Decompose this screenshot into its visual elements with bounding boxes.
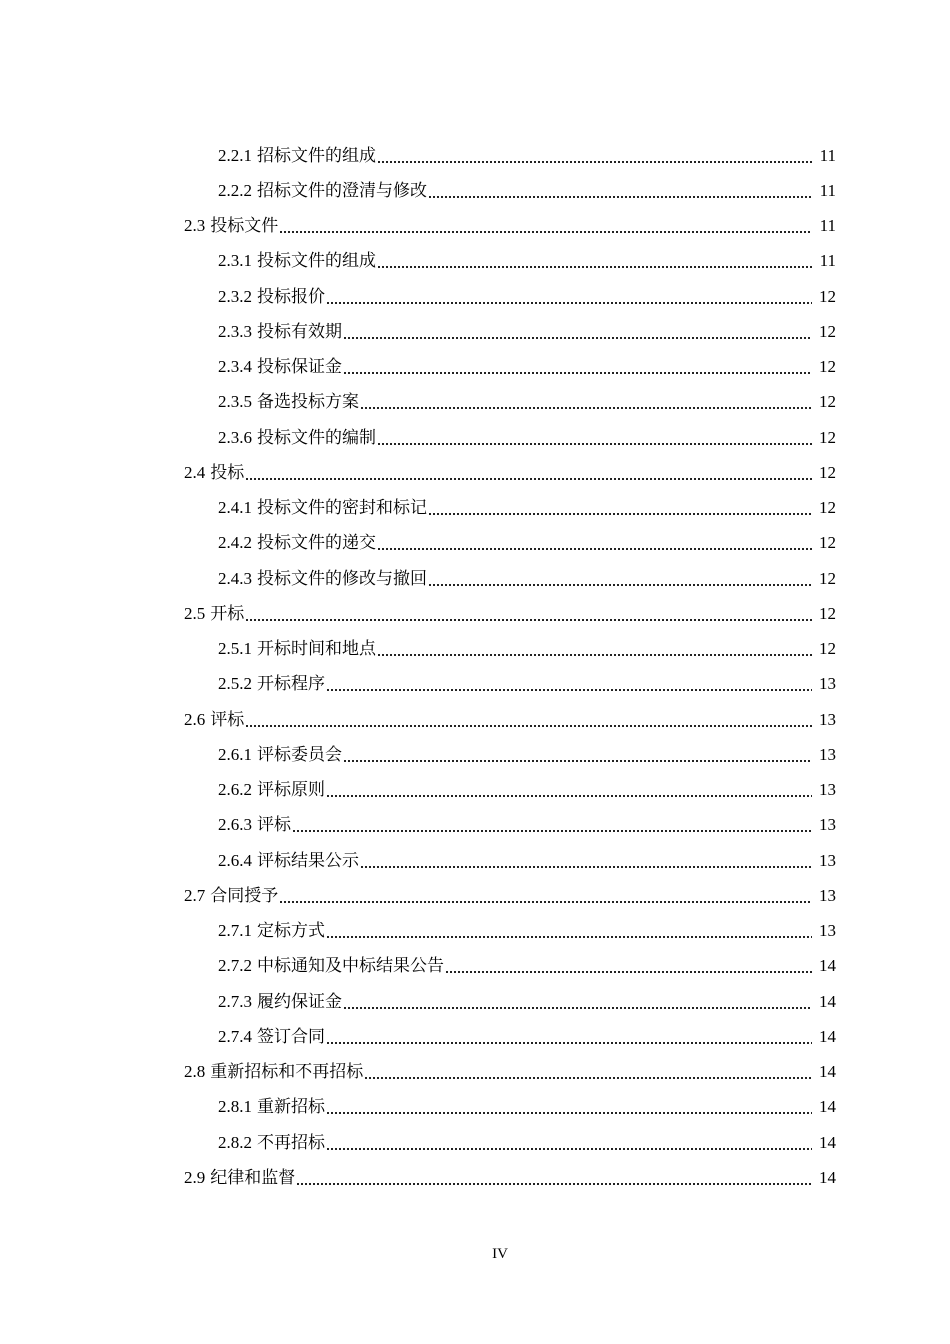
- toc-entry[interactable]: [0, 914, 950, 949]
- toc-entry-page: 13: [819, 885, 836, 905]
- toc-entry-number: 2.4: [184, 462, 206, 482]
- toc-entry[interactable]: [0, 526, 950, 561]
- toc-dot-leader: [326, 1097, 812, 1117]
- toc-entry[interactable]: [0, 455, 950, 490]
- toc-dot-leader: [326, 674, 812, 694]
- toc-dot-leader: [326, 780, 812, 800]
- toc-entry-number: 2.4.3: [218, 568, 252, 588]
- toc-entry-title: 评标委员会: [257, 744, 342, 764]
- toc-dot-leader: [377, 251, 812, 271]
- toc-entry-number: 2.7: [184, 885, 206, 905]
- toc-entry-title: 履约保证金: [257, 991, 342, 1011]
- toc-entry-number: 2.3.1: [218, 251, 252, 271]
- toc-entry-number: 2.3.4: [218, 357, 252, 377]
- toc-entry-number: 2.5: [184, 603, 206, 623]
- toc-entry-title: 纪律和监督: [210, 1167, 296, 1187]
- toc-entry[interactable]: [0, 1055, 950, 1090]
- toc-dot-leader: [245, 710, 812, 730]
- toc-dot-leader: [245, 604, 812, 624]
- toc-entry-page: 12: [819, 427, 836, 447]
- toc-entry-page: 13: [819, 674, 836, 694]
- toc-entry-page: 12: [819, 603, 836, 623]
- toc-entry-page: 13: [819, 850, 836, 870]
- toc-entry-page: 14: [819, 1026, 836, 1046]
- toc-entry-title: 开标程序: [257, 674, 325, 694]
- toc-entry[interactable]: [0, 843, 950, 878]
- toc-entry-page: 13: [819, 780, 836, 800]
- toc-entry-page: 14: [819, 1062, 836, 1082]
- toc-entry-page: 12: [819, 533, 836, 553]
- toc-dot-leader: [360, 851, 812, 871]
- toc-dot-leader: [343, 322, 812, 342]
- toc-entry[interactable]: [0, 949, 950, 984]
- toc-entry[interactable]: [0, 1090, 950, 1125]
- toc-entry-title: 招标文件的组成: [257, 145, 376, 165]
- toc-dot-leader: [428, 181, 812, 201]
- toc-entry-page: 14: [819, 991, 836, 1011]
- toc-entry-page: 13: [819, 921, 836, 941]
- toc-entry-title: 投标文件的递交: [257, 533, 376, 553]
- toc-dot-leader: [292, 815, 812, 835]
- toc-entry[interactable]: [0, 385, 950, 420]
- toc-entry-number: 2.7.1: [218, 921, 252, 941]
- toc-entry-number: 2.3.5: [218, 392, 252, 412]
- toc-entry-page: 12: [819, 568, 836, 588]
- toc-entry-title: 重新招标: [257, 1097, 325, 1117]
- toc-entry[interactable]: [0, 420, 950, 455]
- toc-entry[interactable]: [0, 702, 950, 737]
- toc-entry[interactable]: [0, 632, 950, 667]
- toc-entry-title: 备选投标方案: [257, 392, 359, 412]
- toc-entry-number: 2.8.2: [218, 1132, 252, 1152]
- toc-entry-page: 13: [819, 815, 836, 835]
- toc-entry-number: 2.5.1: [218, 639, 252, 659]
- toc-entry-page: 14: [819, 1167, 836, 1187]
- toc-entry[interactable]: [0, 984, 950, 1019]
- toc-entry-title: 投标报价: [257, 286, 325, 306]
- toc-entry-number: 2.6: [184, 709, 206, 729]
- toc-entry-title: 投标保证金: [257, 357, 342, 377]
- toc-entry-number: 2.3.3: [218, 321, 252, 341]
- toc-entry-title: 定标方式: [257, 921, 325, 941]
- toc-dot-leader: [343, 745, 812, 765]
- toc-entry-page: 12: [819, 639, 836, 659]
- toc-entry-title: 评标: [257, 815, 291, 835]
- toc-entry-title: 投标: [210, 462, 245, 482]
- toc-entry[interactable]: [0, 1160, 950, 1195]
- toc-entry-title: 投标文件的组成: [257, 251, 376, 271]
- toc-entry-page: 13: [819, 744, 836, 764]
- toc-entry-title: 评标原则: [257, 780, 325, 800]
- toc-entry[interactable]: [0, 878, 950, 913]
- footer-page-number: IV: [492, 1246, 508, 1262]
- toc-entry-title: 投标文件: [210, 216, 279, 236]
- toc-entry[interactable]: [0, 596, 950, 631]
- toc-entry-number: 2.4.2: [218, 533, 252, 553]
- toc-entry-number: 2.5.2: [218, 674, 252, 694]
- toc-dot-leader: [364, 1062, 812, 1082]
- toc-entry-page: 11: [819, 251, 836, 271]
- toc-entry-page: 12: [819, 462, 836, 482]
- toc-entry-title: 投标文件的密封和标记: [257, 498, 427, 518]
- toc-entry[interactable]: [0, 244, 950, 279]
- toc-entry-page: 11: [819, 145, 836, 165]
- toc-entry-number: 2.2.1: [218, 145, 252, 165]
- toc-dot-leader: [343, 357, 812, 377]
- toc-entry-number: 2.3.6: [218, 427, 252, 447]
- toc-entry-number: 2.3: [184, 216, 206, 236]
- toc-entry[interactable]: [0, 491, 950, 526]
- toc-entry-page: 13: [819, 709, 836, 729]
- toc-dot-leader: [326, 921, 812, 941]
- toc-dot-leader: [377, 639, 812, 659]
- toc-entry-title: 投标文件的修改与撤回: [257, 568, 427, 588]
- toc-entry-number: 2.7.4: [218, 1026, 252, 1046]
- toc-entry[interactable]: [0, 808, 950, 843]
- toc-dot-leader: [343, 992, 812, 1012]
- toc-dot-leader: [326, 1027, 812, 1047]
- toc-entry-number: 2.8: [184, 1062, 206, 1082]
- toc-dot-leader: [428, 569, 812, 589]
- toc-entry[interactable]: [0, 138, 950, 173]
- toc-entry-page: 11: [819, 180, 836, 200]
- toc-dot-leader: [445, 956, 812, 976]
- table-of-contents: [0, 138, 950, 1196]
- toc-entry-page: 12: [819, 392, 836, 412]
- toc-entry-title: 合同授予: [210, 885, 279, 905]
- toc-entry-page: 11: [819, 216, 836, 236]
- toc-entry-number: 2.9: [184, 1167, 206, 1187]
- toc-dot-leader: [279, 216, 812, 236]
- toc-entry-title: 开标时间和地点: [257, 639, 376, 659]
- toc-entry-page: 12: [819, 321, 836, 341]
- toc-entry[interactable]: [0, 173, 950, 208]
- toc-dot-leader: [326, 287, 812, 307]
- toc-entry-title: 招标文件的澄清与修改: [257, 180, 427, 200]
- toc-entry-page: 12: [819, 357, 836, 377]
- toc-entry-title: 重新招标和不再招标: [210, 1062, 364, 1082]
- toc-dot-leader: [245, 463, 812, 483]
- toc-entry-title: 中标通知及中标结果公告: [257, 956, 444, 976]
- toc-dot-leader: [428, 498, 812, 518]
- toc-entry[interactable]: [0, 350, 950, 385]
- toc-dot-leader: [360, 392, 812, 412]
- toc-entry-number: 2.6.3: [218, 815, 252, 835]
- toc-dot-leader: [279, 886, 812, 906]
- toc-dot-leader: [377, 428, 812, 448]
- toc-entry-number: 2.4.1: [218, 498, 252, 518]
- toc-dot-leader: [377, 533, 812, 553]
- toc-entry-page: 12: [819, 286, 836, 306]
- toc-entry-title: 开标: [210, 603, 245, 623]
- toc-dot-leader: [326, 1133, 812, 1153]
- toc-entry-title: 评标结果公示: [257, 850, 359, 870]
- toc-entry-page: 12: [819, 498, 836, 518]
- toc-entry-page: 14: [819, 956, 836, 976]
- toc-entry-number: 2.3.2: [218, 286, 252, 306]
- toc-entry-number: 2.7.2: [218, 956, 252, 976]
- toc-entry-title: 签订合同: [257, 1026, 325, 1046]
- toc-entry-number: 2.6.1: [218, 744, 252, 764]
- toc-entry[interactable]: [0, 737, 950, 772]
- toc-entry-page: 14: [819, 1097, 836, 1117]
- toc-entry-title: 评标: [210, 709, 245, 729]
- toc-dot-leader: [296, 1168, 812, 1188]
- toc-entry[interactable]: [0, 667, 950, 702]
- toc-entry[interactable]: [0, 773, 950, 808]
- toc-entry-number: 2.7.3: [218, 991, 252, 1011]
- toc-entry-number: 2.2.2: [218, 180, 252, 200]
- toc-entry[interactable]: [0, 561, 950, 596]
- toc-entry-title: 投标文件的编制: [257, 427, 376, 447]
- toc-entry[interactable]: [0, 1019, 950, 1054]
- toc-dot-leader: [377, 146, 812, 166]
- toc-entry[interactable]: [0, 314, 950, 349]
- toc-entry-title: 不再招标: [257, 1132, 325, 1152]
- toc-entry[interactable]: [0, 1125, 950, 1160]
- toc-entry-number: 2.6.2: [218, 780, 252, 800]
- toc-entry[interactable]: [0, 279, 950, 314]
- toc-entry[interactable]: [0, 209, 950, 244]
- toc-entry-title: 投标有效期: [257, 321, 342, 341]
- toc-entry-number: 2.8.1: [218, 1097, 252, 1117]
- toc-entry-page: 14: [819, 1132, 836, 1152]
- toc-entry-number: 2.6.4: [218, 850, 252, 870]
